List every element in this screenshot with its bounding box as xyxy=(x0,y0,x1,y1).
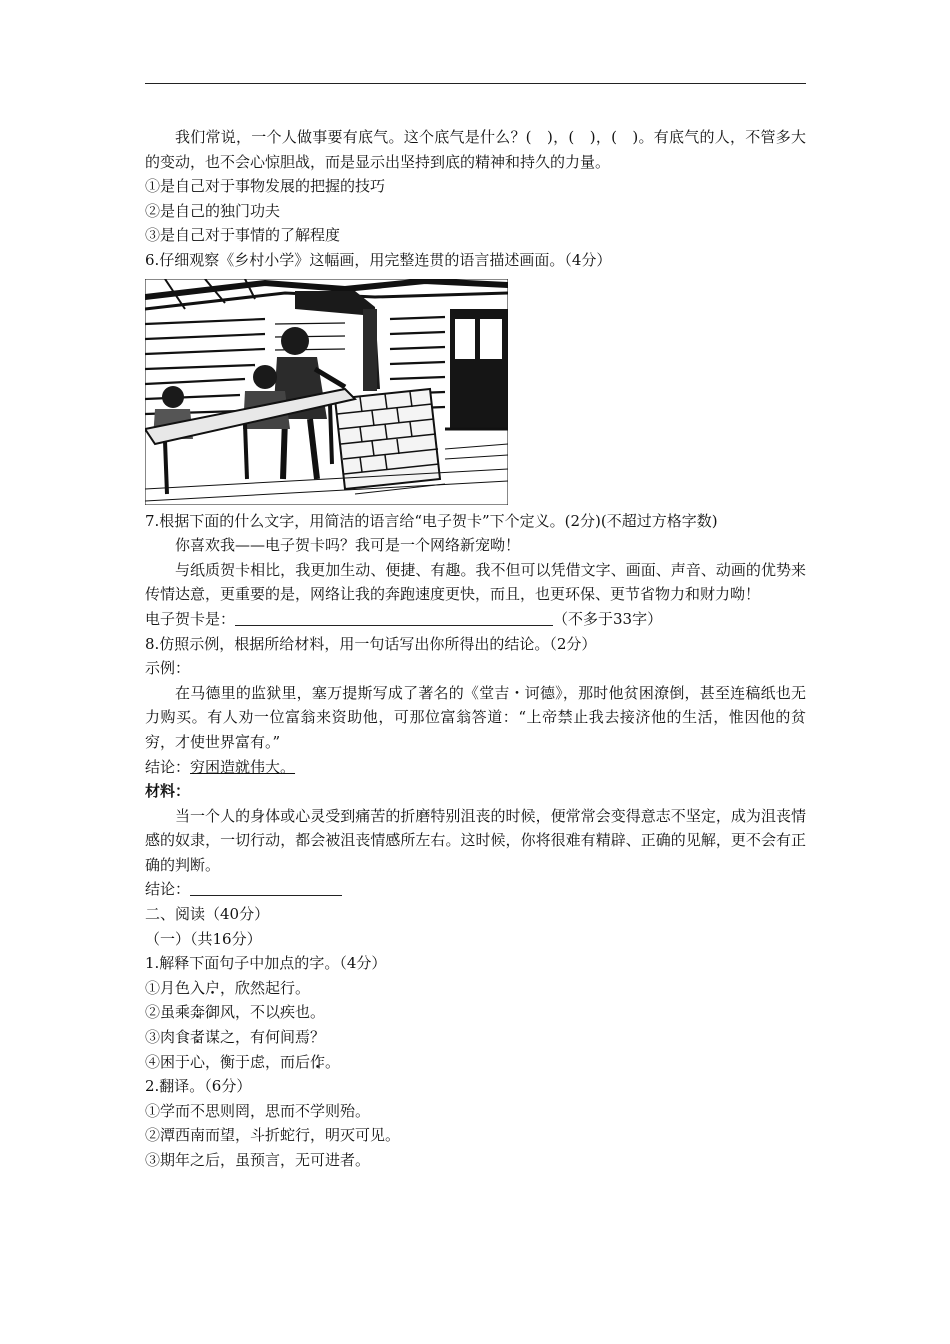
q5-option-1: ①是自己对于事物发展的把握的技巧 xyxy=(145,177,386,196)
r1-item-4-post: 。 xyxy=(325,1052,341,1071)
r1-item-1-pre: ①月色入 xyxy=(145,978,206,997)
r1-item-3-pre: ③肉食 xyxy=(145,1028,191,1047)
q7-answer-note: （不多于33字） xyxy=(553,609,663,628)
village-school-illustration xyxy=(145,279,508,505)
q7-title: 7.根据下面的什么文字，用简洁的语言给“电子贺卡”下个定义。(2分)(不超过方格字数) xyxy=(145,511,718,530)
r2-item-2: ②潭西南而望，斗折蛇行，明灭可见。 xyxy=(145,1126,401,1145)
q8-example-conclusion-label: 结论： xyxy=(145,757,191,776)
r1-item-4 xyxy=(145,1050,806,1075)
q8-conclusion-blank[interactable] xyxy=(190,880,342,896)
q5-option-2: ②是自己的独门功夫 xyxy=(145,201,281,220)
r1-item-3-dotted-char: 者 xyxy=(190,1028,206,1047)
q7-answer-label: 电子贺卡是： xyxy=(145,609,236,628)
r1-title: 1.解释下面句子中加点的字。（4分） xyxy=(145,954,387,973)
r2-title: 2.翻译。（6分） xyxy=(145,1077,252,1096)
q6-title: 6.仔细观察《乡村小学》这幅画，用完整连贯的语言描述画面。（4分） xyxy=(145,250,612,269)
q7-para2: 与纸质贺卡相比，我更加生动、便捷、有趣。我不但可以凭借文字、画面、声音、动画的优势来传情达意，更重要的是，网络让我的奔跑速度更快，而且，也更环保、更节省物力和财力呦！ xyxy=(145,560,806,604)
header-rule xyxy=(145,83,806,84)
section2-title: 二、阅读（40分） xyxy=(145,905,270,924)
r1-item-2-pre: ②虽乘 xyxy=(145,1003,191,1022)
q8-title: 8.仿照示例，根据所给材料，用一句话写出你所得出的结论。（2分） xyxy=(145,634,597,653)
q8-example-text: 在马德里的监狱里，塞万提斯写成了著名的《堂吉・诃德》，那时他贫困潦倒，甚至连稿纸也无力购买。有人劝一位富翁来资助他，可那位富翁答道：“上帝禁止我去接济他的生活，惟因他的贫穷，才使世界富有。” xyxy=(145,683,806,751)
r1-item-2-post: 御风，不以疾也。 xyxy=(205,1003,326,1022)
q8-example-conclusion xyxy=(145,755,806,780)
r1-item-3-post: 谋之，有何间焉？ xyxy=(205,1028,326,1047)
r1-item-3 xyxy=(145,1025,806,1050)
q8-example-conclusion-text: 穷困造就伟大。 xyxy=(190,757,296,776)
q7-para1: 你喜欢我——电子贺卡吗？我可是一个网络新宠呦！ xyxy=(175,536,521,555)
r1-item-4-pre: ④困于心，衡于虑，而后 xyxy=(145,1052,311,1071)
section2-subtitle: （一）（共16分） xyxy=(145,929,262,948)
q8-conclusion-line xyxy=(145,877,806,902)
r1-item-2 xyxy=(145,1000,806,1025)
q7-answer-blank[interactable] xyxy=(235,610,553,626)
q8-example-label: 示例： xyxy=(145,659,191,678)
q7-answer-line xyxy=(145,607,806,632)
r1-item-2-dotted-char: 奔 xyxy=(190,1003,206,1022)
q5-option-3: ③是自己对于事情的了解程度 xyxy=(145,226,341,245)
r1-item-4-dotted-char: 作 xyxy=(310,1052,326,1071)
r1-item-1 xyxy=(145,976,806,1001)
document-body xyxy=(145,125,806,1173)
r2-item-1: ①学而不思则罔，思而不学则殆。 xyxy=(145,1101,371,1120)
q8-material-label: 材料： xyxy=(145,782,191,801)
q8-material-text: 当一个人的身体或心灵受到痛苦的折磨特别沮丧的时候，便常常会变得意志不坚定，成为沮丧情感的奴隶，一切行动，都会被沮丧情感所左右。这时候，你将很难有精辟、正确的见解，更不会有正确的判断。 xyxy=(145,806,806,874)
r2-item-3: ③期年之后，虽预言，无可进者。 xyxy=(145,1151,371,1169)
r1-item-1-post: ，欣然起行。 xyxy=(220,978,311,997)
r1-item-1-dotted-char: 户 xyxy=(205,978,221,997)
q5-stem: 我们常说，一个人做事要有底气。这个底气是什么？( )，( )，( )。有底气的人，不管多大的变动，也不会心惊胆战，而是显示出坚持到底的精神和持久的力量。 xyxy=(145,128,806,171)
q8-conclusion-label: 结论： xyxy=(145,880,191,899)
